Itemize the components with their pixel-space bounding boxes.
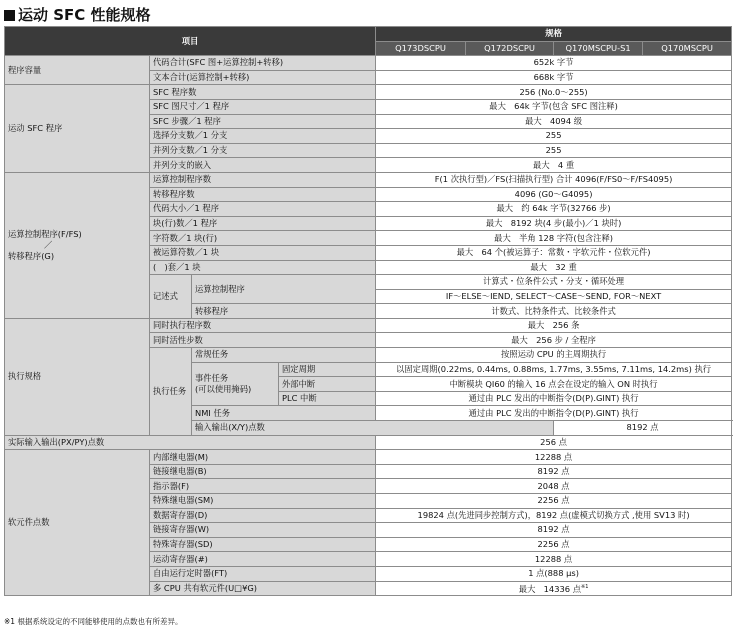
row-value: 668k 字节 (376, 70, 732, 85)
row-value: 256 (No.0～255) (376, 85, 732, 100)
notation-label: 记述式 (150, 275, 192, 319)
model-q172dscpu: Q172DSCPU (466, 41, 554, 56)
row-value: 2048 点 (376, 479, 732, 494)
row-label: 数据寄存器(D) (150, 508, 376, 523)
row-value: 2256 点 (376, 494, 732, 509)
nmi-task-value: 通过由 PLC 发出的中断指令(D(P).GINT) 执行 (376, 406, 732, 421)
row-value: 12288 点 (376, 450, 732, 465)
row-label: 并列分支的嵌入 (150, 158, 376, 173)
row-value: 最大 14336 点$^{※1}$ (376, 581, 732, 596)
io-points-label: 输入输出(X/Y)点数 (192, 421, 554, 436)
normal-task-label: 常规任务 (192, 348, 376, 363)
row-label: 运动寄存器(#) (150, 552, 376, 567)
footnote-mark: ※1 (581, 583, 589, 590)
row-value: 最大 8192 块(4 步(最小)／1 块时) (376, 216, 732, 231)
model-q173dscpu: Q173DSCPU (376, 41, 466, 56)
row-value: 最大 4 重 (376, 158, 732, 173)
row-label: 指示器(F) (150, 479, 376, 494)
row-label: 链接继电器(B) (150, 464, 376, 479)
task-label: 执行任务 (150, 348, 192, 436)
row-label: 多 CPU 共有软元件(U□¥G) (150, 581, 376, 596)
row-value: 255 (376, 129, 732, 144)
row-value: F(1 次执行型)／FS(扫描执行型) 合计 4096(F/FS0～F/FS4095) (376, 172, 732, 187)
header-row (5, 27, 732, 42)
row-value: 8192 点 (376, 523, 732, 538)
group-control-program: 运算控制程序(F/FS) ／ 转移程序(G) (5, 172, 150, 318)
row-value: 最大 64 个(被运算子：常数・字软元件・位软元件) (376, 245, 732, 260)
row-label: 自由运行定时器(FT) (150, 566, 376, 581)
group-program-capacity: 程序容量 (5, 56, 150, 85)
table-row (5, 450, 732, 465)
table-row (5, 172, 732, 187)
io-points-value: 8192 点 (554, 421, 732, 436)
plc-interrupt-label: PLC 中断 (279, 391, 376, 406)
row-value: 1 点(888 μs) (376, 566, 732, 581)
square-bullet-icon (4, 10, 15, 21)
row-label: 转移程序数 (150, 187, 376, 202)
group-execution: 执行规格 (5, 318, 150, 435)
row-value: 最大 半角 128 字符(包含注释) (376, 231, 732, 246)
real-io-points-label: 实际输入输出(PX/PY)点数 (5, 435, 376, 450)
row-label: 特殊寄存器(SD) (150, 537, 376, 552)
row-label: 被运算符数／1 块 (150, 245, 376, 260)
fixed-cycle-label: 固定周期 (279, 362, 376, 377)
page-title: 运动 SFC 性能规格 (4, 4, 151, 25)
model-q170mscpu: Q170MSCPU (643, 41, 732, 56)
row-value: 255 (376, 143, 732, 158)
row-label: 同时活性步数 (150, 333, 376, 348)
notation-op-label: 运算控制程序 (192, 275, 376, 304)
row-label: 文本合计(运算控制+转移) (150, 70, 376, 85)
row-label: SFC 步骤／1 程序 (150, 114, 376, 129)
row-value: 652k 字节 (376, 56, 732, 71)
event-task-label: 事件任务 (可以使用掩码) (192, 362, 279, 406)
row-label: SFC 程序数 (150, 85, 376, 100)
row-label: 同时执行程序数 (150, 318, 376, 333)
plc-interrupt-value: 通过由 PLC 发出的中断指令(D(P).GINT) 执行 (376, 391, 732, 406)
row-value: 12288 点 (376, 552, 732, 567)
notation-op-value2: IF～ELSE～IEND, SELECT～CASE～SEND, FOR～NEXT (376, 289, 732, 304)
row-value: 8192 点 (376, 464, 732, 479)
row-value: 最大 256 条 (376, 318, 732, 333)
row-label: 特殊继电器(SM) (150, 494, 376, 509)
row-label: 块(行)数／1 程序 (150, 216, 376, 231)
header-item: 项目 (5, 27, 376, 56)
table-row (5, 85, 732, 100)
table-row (5, 56, 732, 71)
row-label: 链接寄存器(W) (150, 523, 376, 538)
notation-tr-label: 转移程序 (192, 304, 376, 319)
row-value: 最大 4094 级 (376, 114, 732, 129)
real-io-points-value: 256 点 (376, 435, 732, 450)
row-value: 最大 约 64k 字节(32766 步) (376, 202, 732, 217)
model-q170mscpu-s1: Q170MSCPU-S1 (554, 41, 643, 56)
table-row (5, 318, 732, 333)
row-label: 运算控制程序数 (150, 172, 376, 187)
normal-task-value: 按照运动 CPU 的主周期执行 (376, 348, 732, 363)
row-value: 4096 (G0～G4095) (376, 187, 732, 202)
row-label: SFC 图尺寸／1 程序 (150, 99, 376, 114)
nmi-task-label: NMI 任务 (192, 406, 376, 421)
group-sfc-program: 运动 SFC 程序 (5, 85, 150, 173)
row-value: 最大 64k 字节(包含 SFC 图注释) (376, 99, 732, 114)
notation-op-value1: 计算式・位条件公式・分支・循环处理 (376, 275, 732, 290)
row-label: 代码大小／1 程序 (150, 202, 376, 217)
group-devices: 软元件点数 (5, 450, 150, 596)
row-label: 代码合计(SFC 图+运算控制+转移) (150, 56, 376, 71)
row-value: 最大 256 步 / 全程序 (376, 333, 732, 348)
table-row (5, 435, 732, 450)
header-spec: 规格 (376, 27, 732, 42)
row-label: 字符数／1 块(行) (150, 231, 376, 246)
footnote: ※1 根据系统设定的不同能够使用的点数也有所差异。 (4, 617, 183, 626)
external-interrupt-label: 外部中断 (279, 377, 376, 392)
row-value: 19824 点(先进同步控制方式)，8192 点(虚模式切换方式 ,使用 SV13 时) (376, 508, 732, 523)
row-value: 2256 点 (376, 537, 732, 552)
row-label: ( )套／1 块 (150, 260, 376, 275)
row-label: 选择分支数／1 分支 (150, 129, 376, 144)
row-label: 内部继电器(M) (150, 450, 376, 465)
row-value: 最大 32 重 (376, 260, 732, 275)
external-interrupt-value: 中断模块 QI60 的输入 16 点会在设定的输入 ON 时执行 (376, 377, 732, 392)
fixed-cycle-value: 以固定周期(0.22ms, 0.44ms, 0.88ms, 1.77ms, 3.55ms, 7.11ms, 14.2ms) 执行 (376, 362, 732, 377)
spec-table (4, 26, 732, 596)
row-label: 并列分支数／1 分支 (150, 143, 376, 158)
notation-tr-value: 计数式、比特条件式、比较条件式 (376, 304, 732, 319)
